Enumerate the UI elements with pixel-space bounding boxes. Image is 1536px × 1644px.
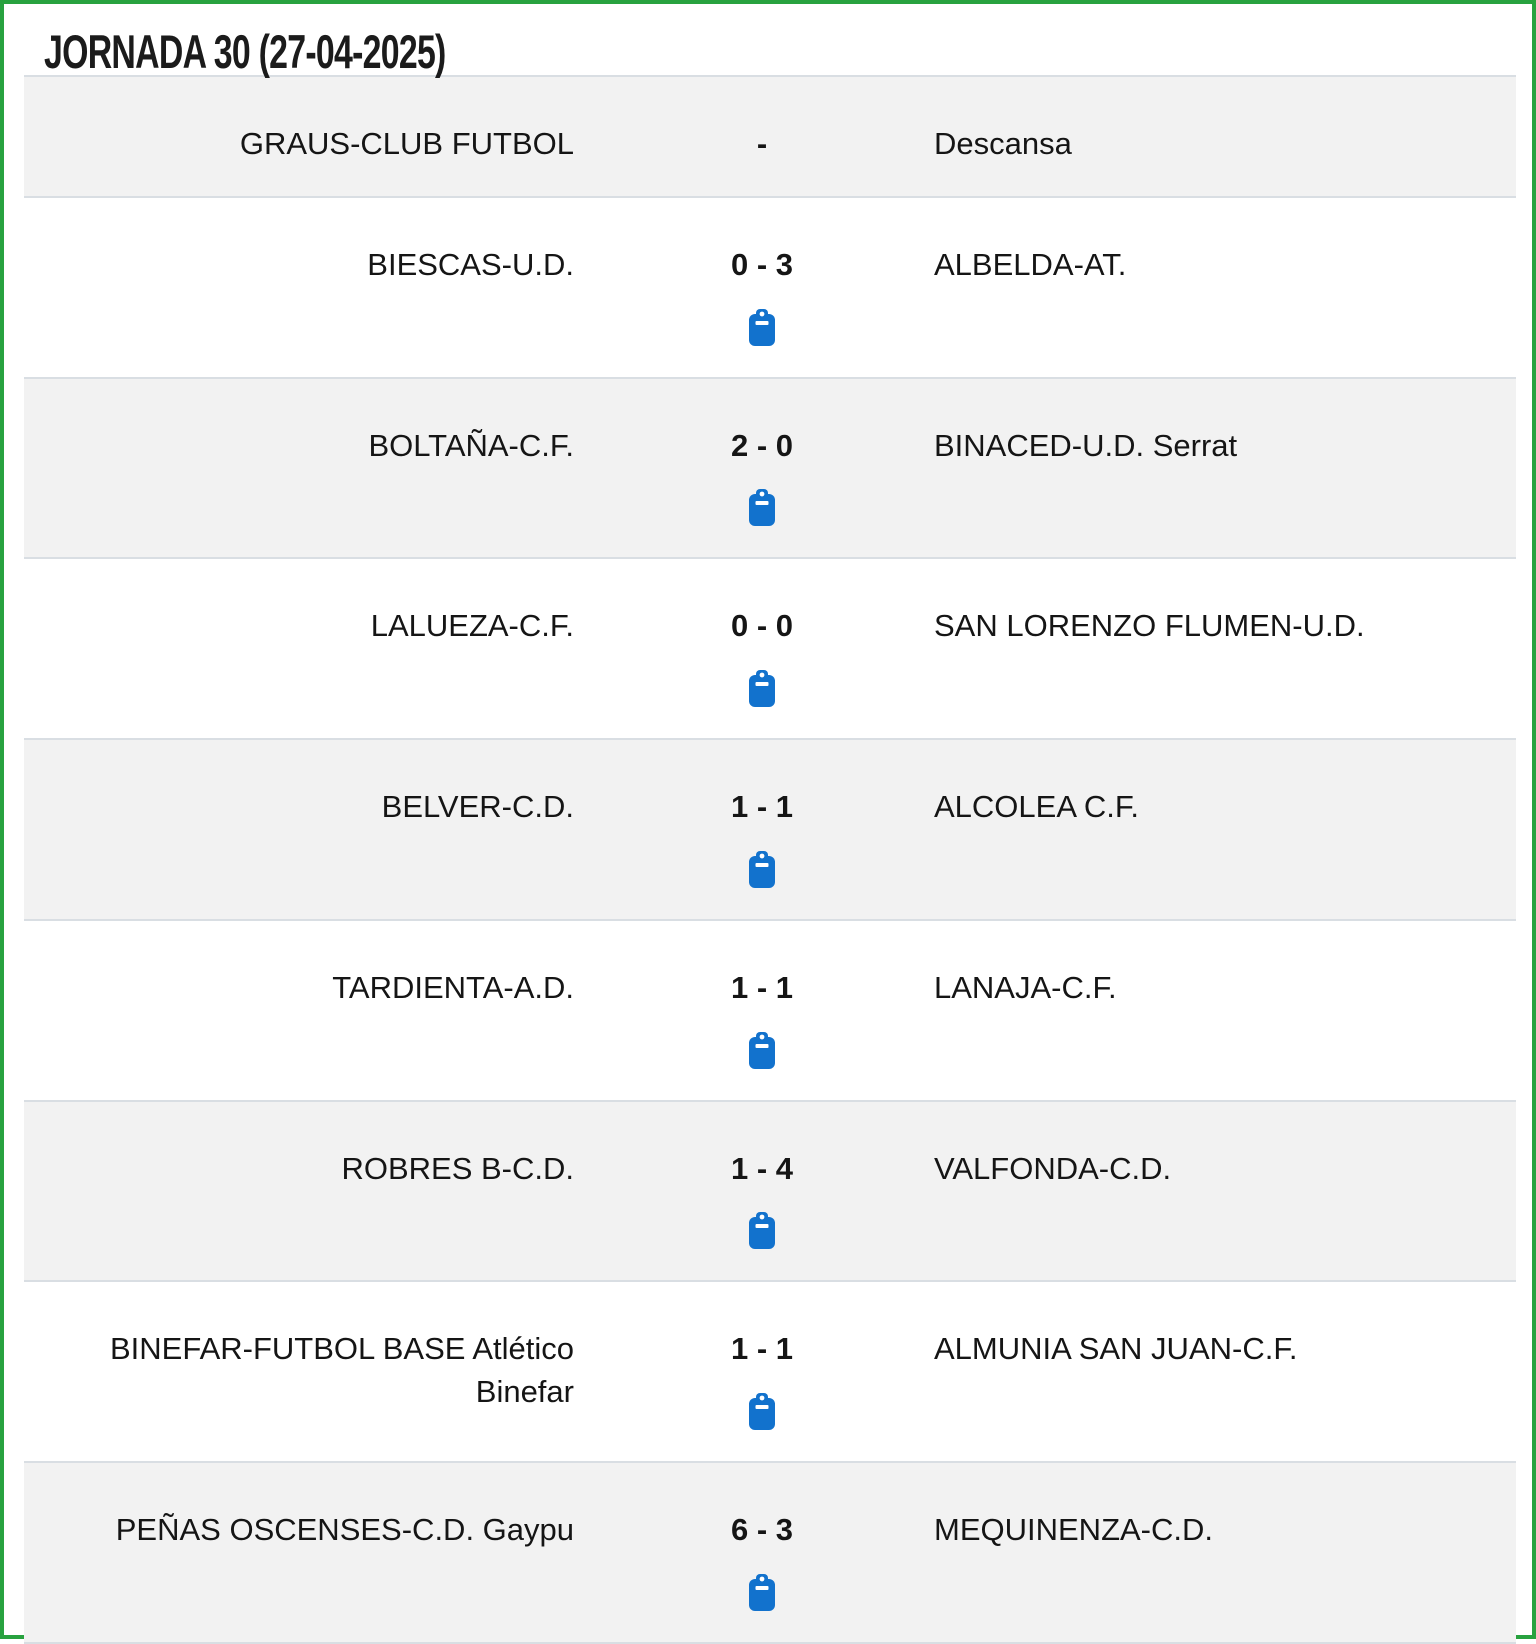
match-row <box>24 921 1516 1102</box>
away-team-cell <box>920 605 1516 648</box>
away-team-cell <box>920 425 1516 468</box>
match-score: 1 - 1 <box>730 969 794 1005</box>
match-score: 1 - 1 <box>730 1331 794 1367</box>
match-row <box>24 379 1516 560</box>
match-report-icon[interactable] <box>748 670 776 708</box>
match-score: 1 - 4 <box>730 1150 794 1186</box>
away-team-cell <box>920 967 1516 1010</box>
home-team-cell <box>24 1328 604 1414</box>
away-team: Descansa <box>934 126 1072 161</box>
match-report-icon[interactable] <box>748 489 776 527</box>
match-row <box>24 740 1516 921</box>
home-team: BINEFAR-FUTBOL BASE Atlético Binefar <box>110 1331 574 1410</box>
home-team: LALUEZA-C.F. <box>370 608 574 644</box>
home-team: TARDIENTA-A.D. <box>332 969 574 1005</box>
match-score: 0 - 3 <box>730 246 794 282</box>
match-report-icon[interactable] <box>748 1574 776 1612</box>
page-header <box>4 4 1532 78</box>
match-row <box>24 1282 1516 1463</box>
home-team-cell <box>24 123 604 166</box>
away-team: LANAJA-C.F. <box>934 969 1117 1005</box>
score-cell <box>604 1328 920 1431</box>
home-team: BIESCAS-U.D. <box>367 246 574 282</box>
score-cell <box>604 123 920 166</box>
match-row <box>24 559 1516 740</box>
match-report-icon[interactable] <box>748 1032 776 1070</box>
match-score: 1 - 1 <box>730 789 794 825</box>
away-team: SAN LORENZO FLUMEN-U.D. <box>934 608 1365 644</box>
score-cell <box>604 967 920 1070</box>
away-team-cell <box>920 1509 1516 1552</box>
home-team: GRAUS-CLUB FUTBOL <box>239 126 574 161</box>
away-team-cell <box>920 244 1516 287</box>
match-row <box>24 1102 1516 1283</box>
home-team-cell <box>24 425 604 468</box>
match-report-icon[interactable] <box>748 1212 776 1250</box>
match-report-icon[interactable] <box>748 309 776 347</box>
match-report-icon[interactable] <box>748 851 776 889</box>
score-cell <box>604 786 920 889</box>
match-row <box>24 1463 1516 1644</box>
home-team-cell <box>24 1148 604 1191</box>
match-score: 2 - 0 <box>730 427 794 463</box>
away-team: VALFONDA-C.D. <box>934 1150 1172 1186</box>
away-team: ALBELDA-AT. <box>934 246 1127 282</box>
score-cell <box>604 1148 920 1251</box>
match-row <box>24 77 1516 198</box>
score-cell <box>604 605 920 708</box>
home-team-cell <box>24 786 604 829</box>
match-score: 0 - 0 <box>730 608 794 644</box>
match-score: 6 - 3 <box>730 1512 794 1548</box>
score-cell <box>604 425 920 528</box>
home-team-cell <box>24 244 604 287</box>
home-team-cell <box>24 967 604 1010</box>
results-table <box>24 75 1516 1644</box>
home-team-cell <box>24 605 604 648</box>
away-team-cell <box>920 786 1516 829</box>
away-team: ALMUNIA SAN JUAN-C.F. <box>934 1331 1298 1367</box>
home-team: PEÑAS OSCENSES-C.D. Gaypu <box>115 1512 574 1548</box>
away-team: ALCOLEA C.F. <box>934 789 1140 825</box>
away-team: MEQUINENZA-C.D. <box>934 1512 1213 1548</box>
match-score: - <box>756 126 768 161</box>
home-team: BELVER-C.D. <box>381 789 574 825</box>
page-title: JORNADA 30 (27-04-2025) <box>44 25 446 78</box>
home-team: ROBRES B-C.D. <box>341 1150 574 1186</box>
home-team-cell <box>24 1509 604 1552</box>
away-team: BINACED-U.D. Serrat <box>934 427 1238 463</box>
score-cell <box>604 1509 920 1612</box>
match-report-icon[interactable] <box>748 1393 776 1431</box>
away-team-cell <box>920 123 1516 166</box>
match-row <box>24 198 1516 379</box>
score-cell <box>604 244 920 347</box>
away-team-cell <box>920 1328 1516 1371</box>
away-team-cell <box>920 1148 1516 1191</box>
home-team: BOLTAÑA-C.F. <box>368 427 574 463</box>
